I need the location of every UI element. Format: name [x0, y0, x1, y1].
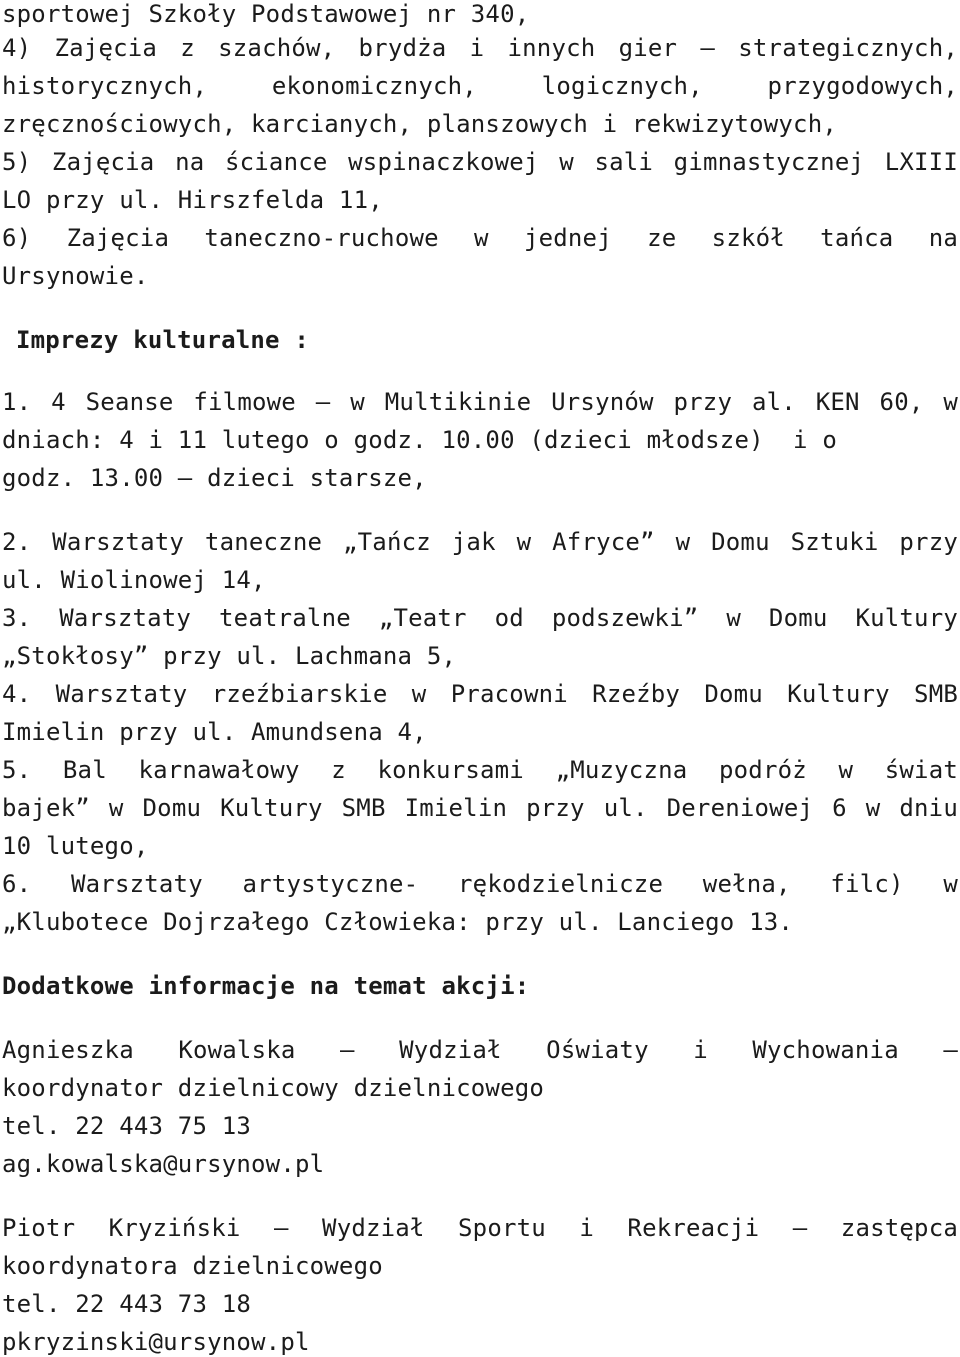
list-item: 6. Warsztaty artystyczne- rękodzielnicze wełna, filc) w [2, 870, 958, 898]
text-line: sportowej Szkoły Podstawowej nr 340, [2, 0, 530, 28]
text-line: bajek” w Domu Kultury SMB Imielin przy ul. Dereniowej 6 w dniu [2, 794, 958, 822]
text-line: Ursynowie. [2, 262, 149, 290]
contact-name: Piotr Kryziński – Wydział Sportu i Rekreacji – zastępca [2, 1214, 958, 1242]
section-heading: Dodatkowe informacje na temat akcji: [2, 972, 530, 1000]
text-line: dniach: 4 i 11 lutego o godz. 10.00 (dzieci młodsze) i o [2, 426, 838, 454]
contact-role: koordynator dzielnicowy dzielnicowego [2, 1074, 545, 1102]
contact-email[interactable]: pkryzinski@ursynow.pl [2, 1328, 310, 1356]
text-line: 6) Zajęcia taneczno-ruchowe w jednej ze szkół tańca na [2, 224, 958, 252]
text-line: 5) Zajęcia na ściance wspinaczkowej w sali gimnastycznej LXIII [2, 148, 958, 176]
list-item: 2. Warsztaty taneczne „Tańcz jak w Afryce” w Domu Sztuki przy [2, 528, 958, 556]
text-line: 4) Zajęcia z szachów, brydża i innych gier – strategicznych, [2, 34, 958, 62]
contact-name: Agnieszka Kowalska – Wydział Oświaty i Wychowania – [2, 1036, 958, 1064]
section-heading: Imprezy kulturalne : [16, 326, 309, 354]
text-line: 10 lutego, [2, 832, 149, 860]
text-line: LO przy ul. Hirszfelda 11, [2, 186, 383, 214]
contact-phone: tel. 22 443 73 18 [2, 1290, 252, 1318]
list-item: 4. Warsztaty rzeźbiarskie w Pracowni Rzeźby Domu Kultury SMB [2, 680, 958, 708]
text-line: Imielin przy ul. Amundsena 4, [2, 718, 427, 746]
list-item: 3. Warsztaty teatralne „Teatr od podszewki” w Domu Kultury [2, 604, 958, 632]
text-line: zręcznościowych, karcianych, planszowych i rekwizytowych, [2, 110, 838, 138]
text-line: historycznych, ekonomicznych, logicznych, przygodowych, [2, 72, 958, 100]
contact-email[interactable]: ag.kowalska@ursynow.pl [2, 1150, 325, 1178]
text-line: „Klubotece Dojrzałego Człowieka: przy ul. Lanciego 13. [2, 908, 794, 936]
text-line: godz. 13.00 – dzieci starsze, [2, 464, 427, 492]
list-item: 1. 4 Seanse filmowe – w Multikinie Ursynów przy al. KEN 60, w [2, 388, 958, 416]
text-line: „Stokłosy” przy ul. Lachmana 5, [2, 642, 457, 670]
contact-role: koordynatora dzielnicowego [2, 1252, 383, 1280]
list-item: 5. Bal karnawałowy z konkursami „Muzyczna podróż w świat [2, 756, 958, 784]
contact-phone: tel. 22 443 75 13 [2, 1112, 252, 1140]
text-line: ul. Wiolinowej 14, [2, 566, 266, 594]
